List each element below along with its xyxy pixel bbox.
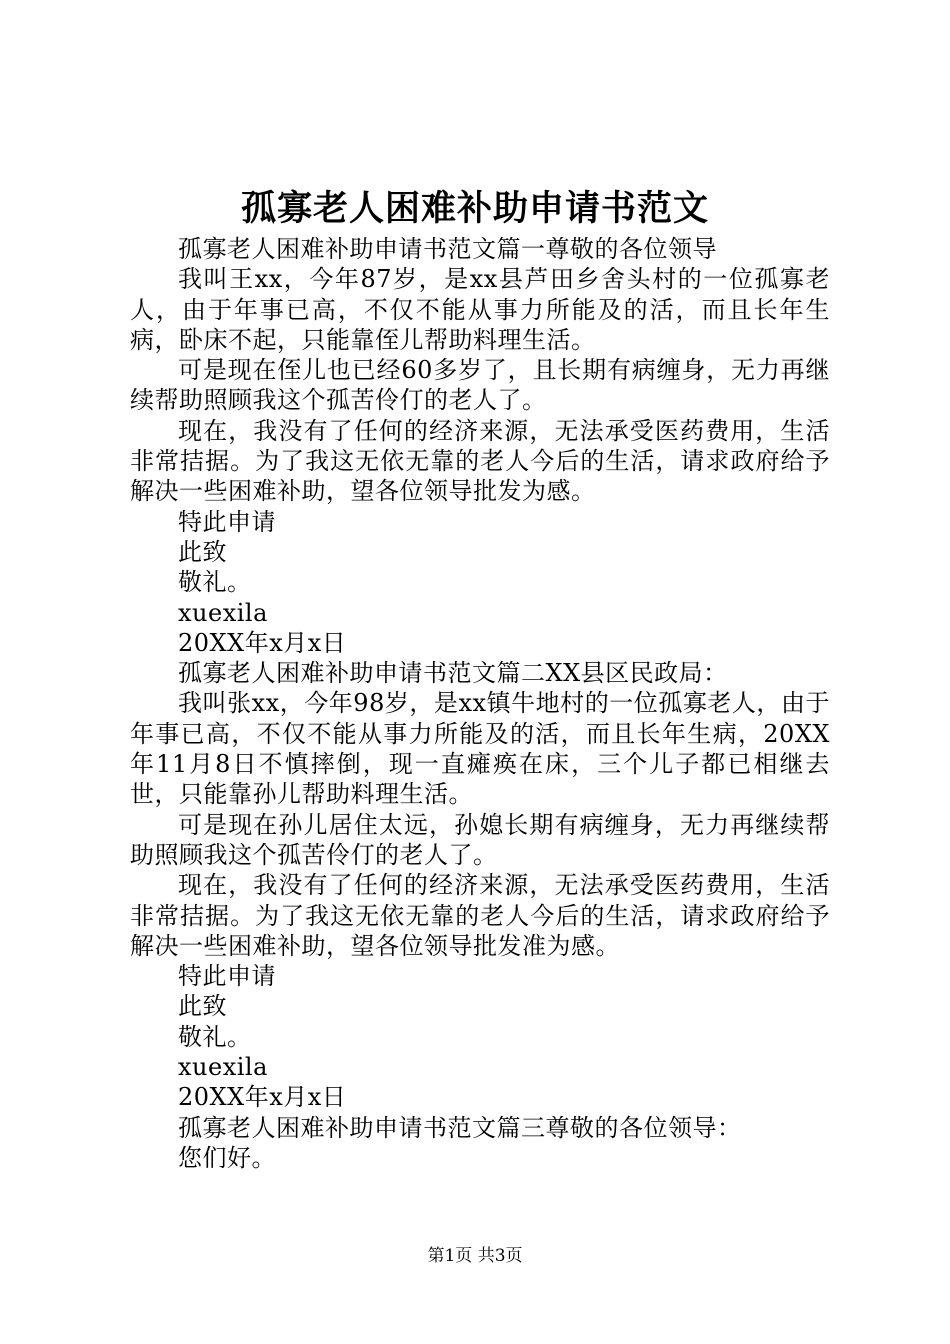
paragraph: 现在，我没有了任何的经济来源，无法承受医药费用，生活非常拮据。为了我这无依无靠的老人今后的生活，请求政府给予解决一些困难补助，望各位领导批发准为感。	[130, 871, 830, 960]
paragraph: 敬礼。	[178, 1022, 252, 1051]
document-title: 孤寡老人困难补助申请书范文	[240, 188, 709, 229]
paragraph: 20XX年x月x日	[178, 1083, 347, 1112]
paragraph: xuexila	[178, 1053, 268, 1082]
paragraph: 可是现在侄儿也已经60多岁了，且长期有病缠身，无力再继续帮助照顾我这个孤苦伶仃的老人了。	[130, 356, 830, 415]
paragraph: 孤寡老人困难补助申请书范文篇一尊敬的各位领导	[178, 235, 717, 263]
paragraph: 此致	[178, 992, 227, 1021]
paragraph: 可是现在孙儿居住太远，孙媳长期有病缠身，无力再继续帮助照顾我这个孤苦伶仃的老人了。	[130, 810, 830, 869]
page-number-indicator: 第1页 共3页	[427, 1246, 523, 1266]
page-footer	[0, 1244, 950, 1268]
paragraph: 我叫张xx，今年98岁，是xx镇牛地村的一位孤寡老人，由于年事已高，不仅不能从事力所能及的活，而且长年生病，20XX年11月8日不慎摔倒，现一直瘫痪在床，三个儿子都已相继去世，只能靠孙儿帮助料理生活。	[130, 689, 830, 809]
paragraph: xuexila	[178, 598, 268, 627]
document-body	[130, 234, 830, 1173]
paragraph: 20XX年x月x日	[178, 628, 347, 657]
paragraph: 我叫王xx，今年87岁，是xx县芦田乡舍头村的一位孤寡老人，由于年事已高，不仅不能从事力所能及的活，而且长年生病，卧床不起，只能靠侄儿帮助料理生活。	[130, 265, 830, 354]
paragraph: 敬礼。	[178, 568, 252, 597]
paragraph: 特此申请	[178, 962, 276, 991]
paragraph: 您们好。	[178, 1143, 276, 1172]
paragraph: 孤寡老人困难补助申请书范文篇三尊敬的各位领导：	[178, 1113, 742, 1142]
paragraph: 孤寡老人困难补助申请书范文篇二XX县区民政局：	[178, 659, 728, 688]
paragraph: 现在，我没有了任何的经济来源，无法承受医药费用，生活非常拮据。为了我这无依无靠的老人今后的生活，请求政府给予解决一些困难补助，望各位领导批发为感。	[130, 416, 830, 506]
paragraph: 特此申请	[178, 507, 276, 536]
paragraph: 此致	[178, 537, 227, 566]
